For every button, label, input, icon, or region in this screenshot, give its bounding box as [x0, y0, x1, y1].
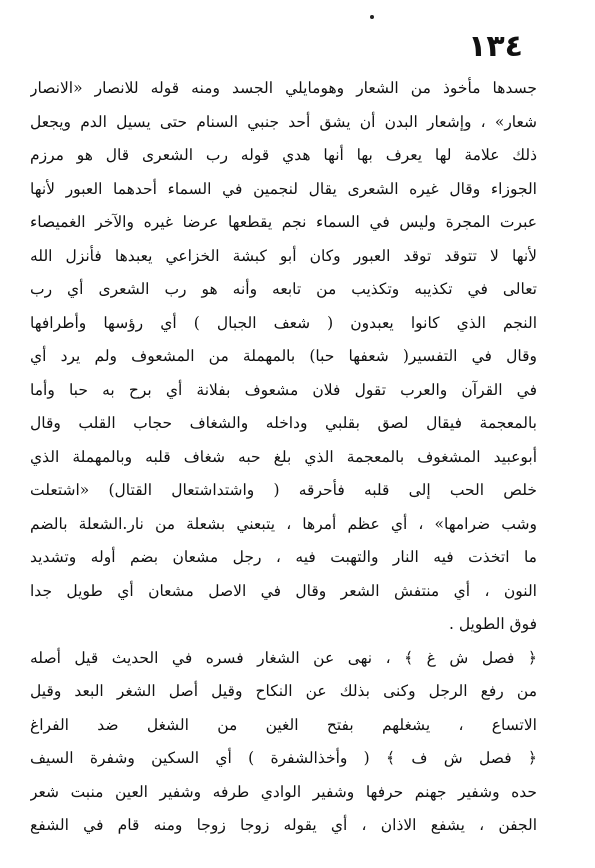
text-line: ذلك علامة لها يعرف بها أنها هدي قوله رب الشعرى قال هو مرزم: [30, 146, 537, 164]
text-line: ما اتخذت فيه النار والتهبت فيه ، رجل مشعان بضم أوله وتشديد: [30, 548, 537, 566]
text-line: في القرآن والعرب تقول فلان مشعوف بفلانة أي برح به حبا وأما: [30, 380, 537, 399]
page-body: [30, 72, 537, 843]
ink-dot: [370, 15, 374, 19]
text-line: شعار» ، وإشعار البدن أن يشق أحد جنبي السنام حتى يسيل الدم ويجعل: [30, 112, 537, 131]
text-line: جسدها مأخوذ من الشعار وهومايلي الجسد ومنه قوله للانصار «الانصار: [30, 79, 537, 97]
text-line: النون ، أي منتفش الشعر وقال في الاصل مشعان أي طويل جدا: [30, 581, 537, 600]
text-line: وشب ضرامها» ، أي عظم أمرها ، يتبعني بشعلة من نار.الشعلة بالضم: [30, 514, 537, 533]
page-number: ١٣٤: [468, 29, 523, 64]
text-line: ﴿ فصل ش ف ﴾ ( وأخذالشفرة ) أي السكين وشفرة السيف: [30, 749, 537, 767]
text-line: خلص الحب إلى قلبه فأحرقه ( واشتداشتعال القتال) «اشتعلت: [30, 481, 537, 499]
text-line: بالمعجمة فيقال لصق بقلبي وداخله والشغاف حجاب القلب وقال: [30, 414, 537, 432]
text-line: فوق الطويل .: [448, 615, 537, 633]
text-line: أبوعبيد المشغوف بالمعجمة الذي بلغ حبه شغاف قلبه وبالمهملة الذي: [30, 447, 537, 466]
text-line: الاتساع ، يشغلهم بفتح الغين من الشغل ضد الفراغ: [30, 715, 537, 734]
text-line: ﴿ فصل ش غ ﴾ ، نهى عن الشغار فسره في الحديث قيل أصله: [30, 648, 537, 667]
text-line: وقال في التفسير( شعفها حبا) بالمهملة من المشعوف ولم يرد أي: [30, 347, 537, 365]
text-line: النجم الذي كانوا يعبدون ( شعف الجبال ) أي رؤسها وأطرافها: [30, 313, 537, 332]
text-line: حده وشفير جهنم حرفها وشفير الوادي طرفه وشفير العين منبت شعر: [30, 782, 537, 801]
text-line: الجفن ، يشفع الاذان ، أي يقوله زوجا زوجا ومنه قام في الشفع: [30, 816, 537, 834]
text-line: عبرت المجرة وليس في السماء نجم يقطعها عرضا غيره والآخر الغميصاء: [30, 213, 537, 231]
text-line: من رفع الرجل وكنى بذلك عن النكاح وقيل أصل الشغر البعد وقيل: [30, 682, 537, 700]
text-line: لأنها لا تتوقد توقد العبور وكان أبو كبشة الخزاعي يعبدها فأنزل الله: [30, 246, 537, 265]
text-line: الجوزاء وقال غيره الشعرى يقال لنجمين في السماء أحدهما العبور لأنها: [30, 179, 537, 198]
text-line: تعالى في تكذيبه وتكذيب من تابعه وأنه هو رب الشعرى أي رب: [30, 280, 537, 298]
